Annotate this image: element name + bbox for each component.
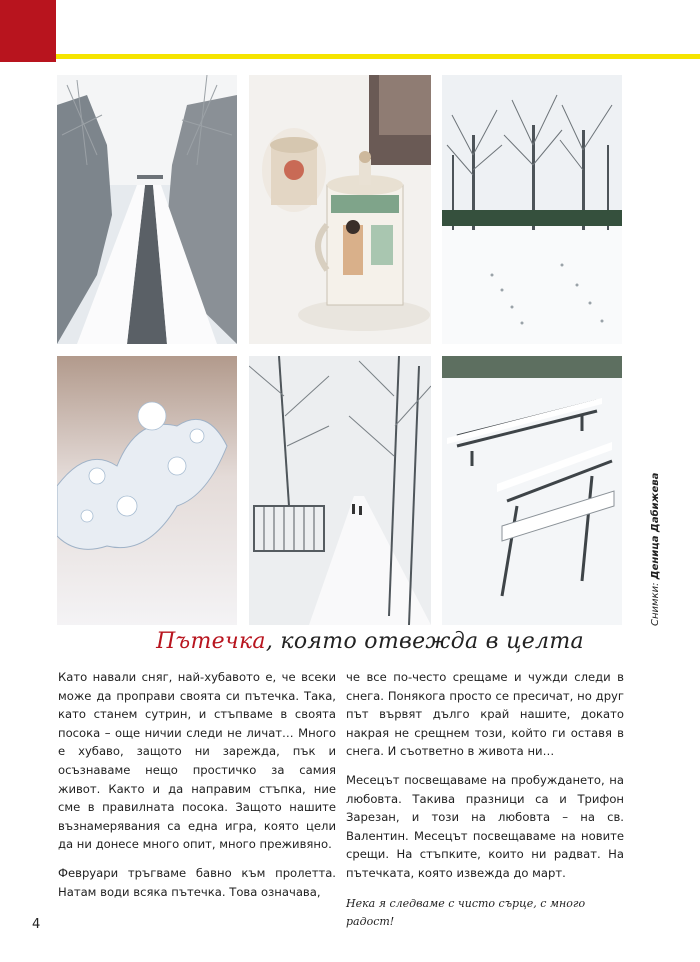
photo-credit-label: Снимки: <box>650 582 661 626</box>
photo-snowy-alley-walkers <box>249 356 431 625</box>
photo-snowy-park-trees <box>442 75 622 344</box>
page-number: 4 <box>32 917 41 932</box>
photo-snowy-stream-path <box>57 75 237 344</box>
photo-snow-covered-benches <box>442 356 622 625</box>
headline-accent-word: Пътечка <box>156 629 266 654</box>
paragraph: че все по-често срещаме и чужди следи в снега. Понякога просто се пресичат, но друг път вървят дълго край нашите, докато накрая не срещнем този, който ги оставя в снега. И съответно в живота ни… <box>346 670 624 759</box>
article-headline <box>60 629 680 654</box>
photo-credit-name: Деница Дабижева <box>650 472 661 580</box>
headline-rest: , която отвежда в целта <box>265 629 584 654</box>
header-yellow-rule <box>56 54 700 59</box>
paragraph: Месецът посвещаваме на пробуждането, на любовта. Такива празници са и Трифон Зарезан, и този на любовта – на св. Валентин. Месецът посвещаваме на новите срещи. На стъпките, които ни радват. На пътечката, която извежда до март. <box>346 772 624 880</box>
photo-ice-crystals <box>57 356 237 625</box>
paragraph: Като навали сняг, най-хубавото е, че всеки може да проправи своята си пътечка. Така, като станем сутрин, и стъпваме в своята посока – още ничии следи не личат… Много е хубаво, защото ни зарежда, пък и осъзнаваме нещо простичко за самия живот. Както и да направим стъпка, ние сме в правилната посока. Защото нашите възнамерявания са една игра, която цели да ни донесе много опит, много преживяно. <box>58 670 336 852</box>
photo-credit <box>650 473 661 626</box>
corner-red-block <box>0 0 56 62</box>
text-column-right <box>346 668 624 942</box>
text-column-left <box>58 668 336 911</box>
paragraph: Февруари тръгваме бавно към пролетта. Натам води всяка пътечка. Това означава, <box>58 865 336 899</box>
closing-line: Нека я следваме с чисто сърце, с много радост! <box>346 896 586 929</box>
photo-porcelain-tea-cups <box>249 75 431 344</box>
